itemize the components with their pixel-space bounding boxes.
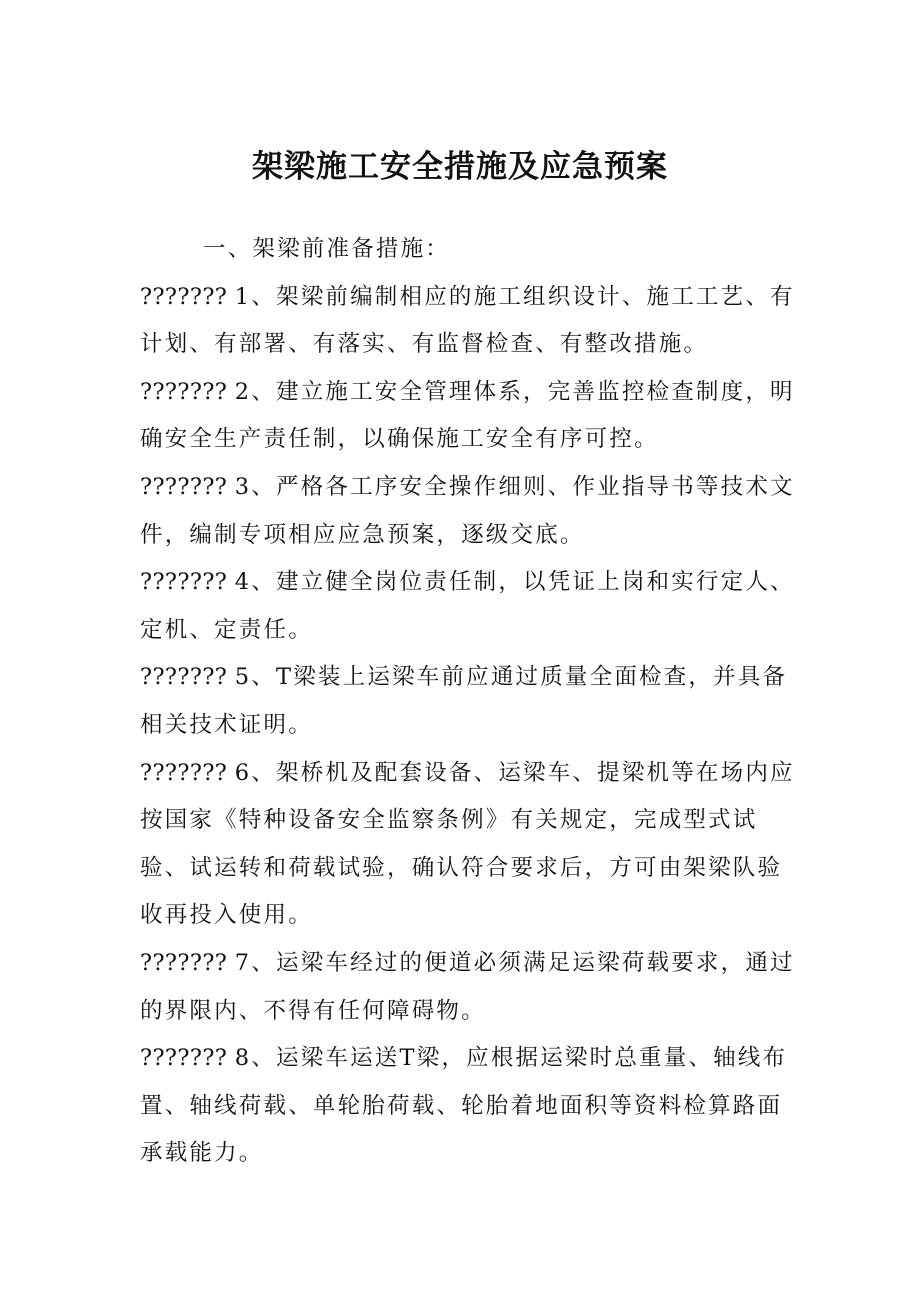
paragraph-1: [140, 274, 800, 369]
paragraph-prefix: ???????: [140, 949, 235, 976]
paragraph-prefix: ???????: [140, 283, 235, 310]
paragraph-prefix: ???????: [140, 664, 235, 691]
paragraph-text: 3、严格各工序安全操作细则、作业指导书等技术文件，编制专项相应应急预案，逐级交底。: [140, 473, 795, 548]
paragraph-6: [140, 750, 800, 940]
paragraph-prefix: ???????: [140, 378, 235, 405]
paragraph-7: [140, 940, 800, 1035]
paragraph-text: 1、架梁前编制相应的施工组织设计、施工工艺、有计划、有部署、有落实、有监督检查、有整改措施。: [140, 283, 795, 358]
paragraph-prefix: ???????: [140, 1045, 235, 1072]
paragraph-text: 8、运梁车运送T梁，应根据运梁时总重量、轴线布置、轴线荷载、单轮胎荷载、轮胎着地面积等资料检算路面承载能力。: [140, 1045, 788, 1167]
paragraph-text: 7、运梁车经过的便道必须满足运梁荷载要求，通过的界限内、不得有任何障碍物。: [140, 949, 795, 1024]
paragraph-text: 6、架桥机及配套设备、运梁车、提梁机等在场内应按国家《特种设备安全监察条例》有关规定，完成型式试验、试运转和荷载试验，确认符合要求后，方可由架梁队验收再投入使用。: [140, 759, 795, 929]
paragraph-text: 5、T梁装上运梁车前应通过质量全面检查，并具备相关技术证明。: [140, 664, 788, 738]
paragraph-4: [140, 559, 800, 654]
paragraph-prefix: ???????: [140, 569, 235, 596]
document-body: [140, 226, 800, 1178]
paragraph-text: 4、建立健全岗位责任制，以凭证上岗和实行定人、定机、定责任。: [140, 569, 795, 643]
section-heading: 一、架梁前准备措施：: [203, 236, 451, 262]
paragraph-5: [140, 654, 800, 749]
paragraph-prefix: ???????: [140, 473, 235, 500]
paragraph-2: [140, 369, 800, 464]
paragraph-prefix: ???????: [140, 759, 235, 786]
paragraph-3: [140, 464, 800, 559]
paragraph-text: 2、建立施工安全管理体系，完善监控检查制度，明确安全生产责任制，以确保施工安全有序可控。: [140, 378, 795, 453]
document-title: 架梁施工安全措施及应急预案: [252, 149, 668, 185]
paragraph-8: [140, 1035, 800, 1178]
